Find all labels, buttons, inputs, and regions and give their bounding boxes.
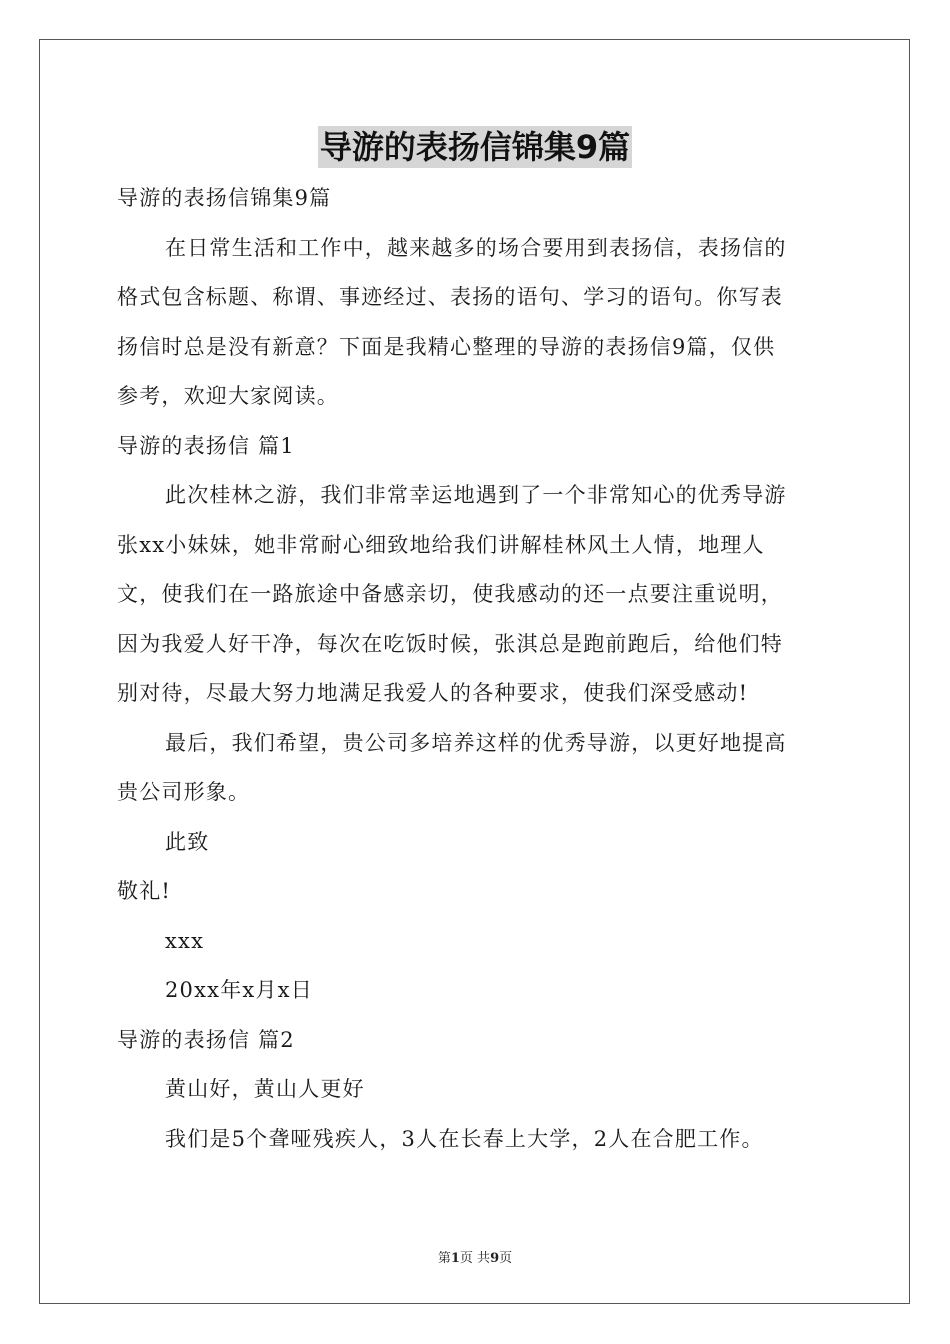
document-title: 导游的表扬信锦集9篇	[319, 128, 631, 166]
footer-page-current: 1	[450, 1251, 460, 1266]
footer-page-mid: 页 共	[459, 1251, 491, 1266]
body-line: 格式包含标题、称谓、事迹经过、表扬的语句、学习的语句。你写表	[117, 285, 783, 309]
body-line: 别对待，尽最大努力地满足我爱人的各种要求，使我们深受感动!	[117, 681, 749, 705]
body-line: 导游的表扬信锦集9篇	[117, 186, 332, 210]
document-body	[117, 174, 833, 1164]
footer-page-total: 9	[490, 1251, 500, 1266]
body-line: 导游的表扬信 篇1	[117, 433, 295, 458]
body-line: 敬礼!	[117, 879, 172, 903]
body-line: xxx	[165, 928, 205, 953]
body-line: 20xx年x月x日	[165, 978, 313, 1002]
body-line: 最后，我们希望，贵公司多培养这样的优秀导游，以更好地提高	[165, 730, 787, 755]
footer-page-prefix: 第	[437, 1251, 451, 1266]
body-line: 张xx小妹妹，她非常耐心细致地给我们讲解桂林风土人情，地理人	[117, 532, 765, 557]
body-line: 文，使我们在一路旅途中备感亲切，使我感动的还一点要注重说明，	[117, 582, 783, 606]
body-line: 因为我爱人好干净，每次在吃饭时候，张淇总是跑前跑后，给他们特	[117, 631, 783, 656]
body-line: 扬信时总是没有新意？下面是我精心整理的导游的表扬信9篇，仅供	[117, 334, 776, 359]
title-container	[0, 126, 950, 168]
body-line: 黄山好，黄山人更好	[165, 1077, 365, 1101]
body-line: 导游的表扬信 篇2	[117, 1027, 295, 1052]
body-line: 我们是5个聋哑残疾人，3人在长春上大学，2人在合肥工作。	[165, 1126, 764, 1151]
body-line: 此致	[165, 829, 210, 854]
body-line: 参考，欢迎大家阅读。	[117, 384, 339, 408]
body-line: 在日常生活和工作中，越来越多的场合要用到表扬信，表扬信的	[165, 235, 787, 260]
body-line: 贵公司形象。	[117, 780, 251, 804]
body-line: 此次桂林之游，我们非常幸运地遇到了一个非常知心的优秀导游	[165, 483, 787, 507]
footer-page-suffix: 页	[499, 1251, 513, 1266]
page-footer	[0, 1247, 950, 1266]
